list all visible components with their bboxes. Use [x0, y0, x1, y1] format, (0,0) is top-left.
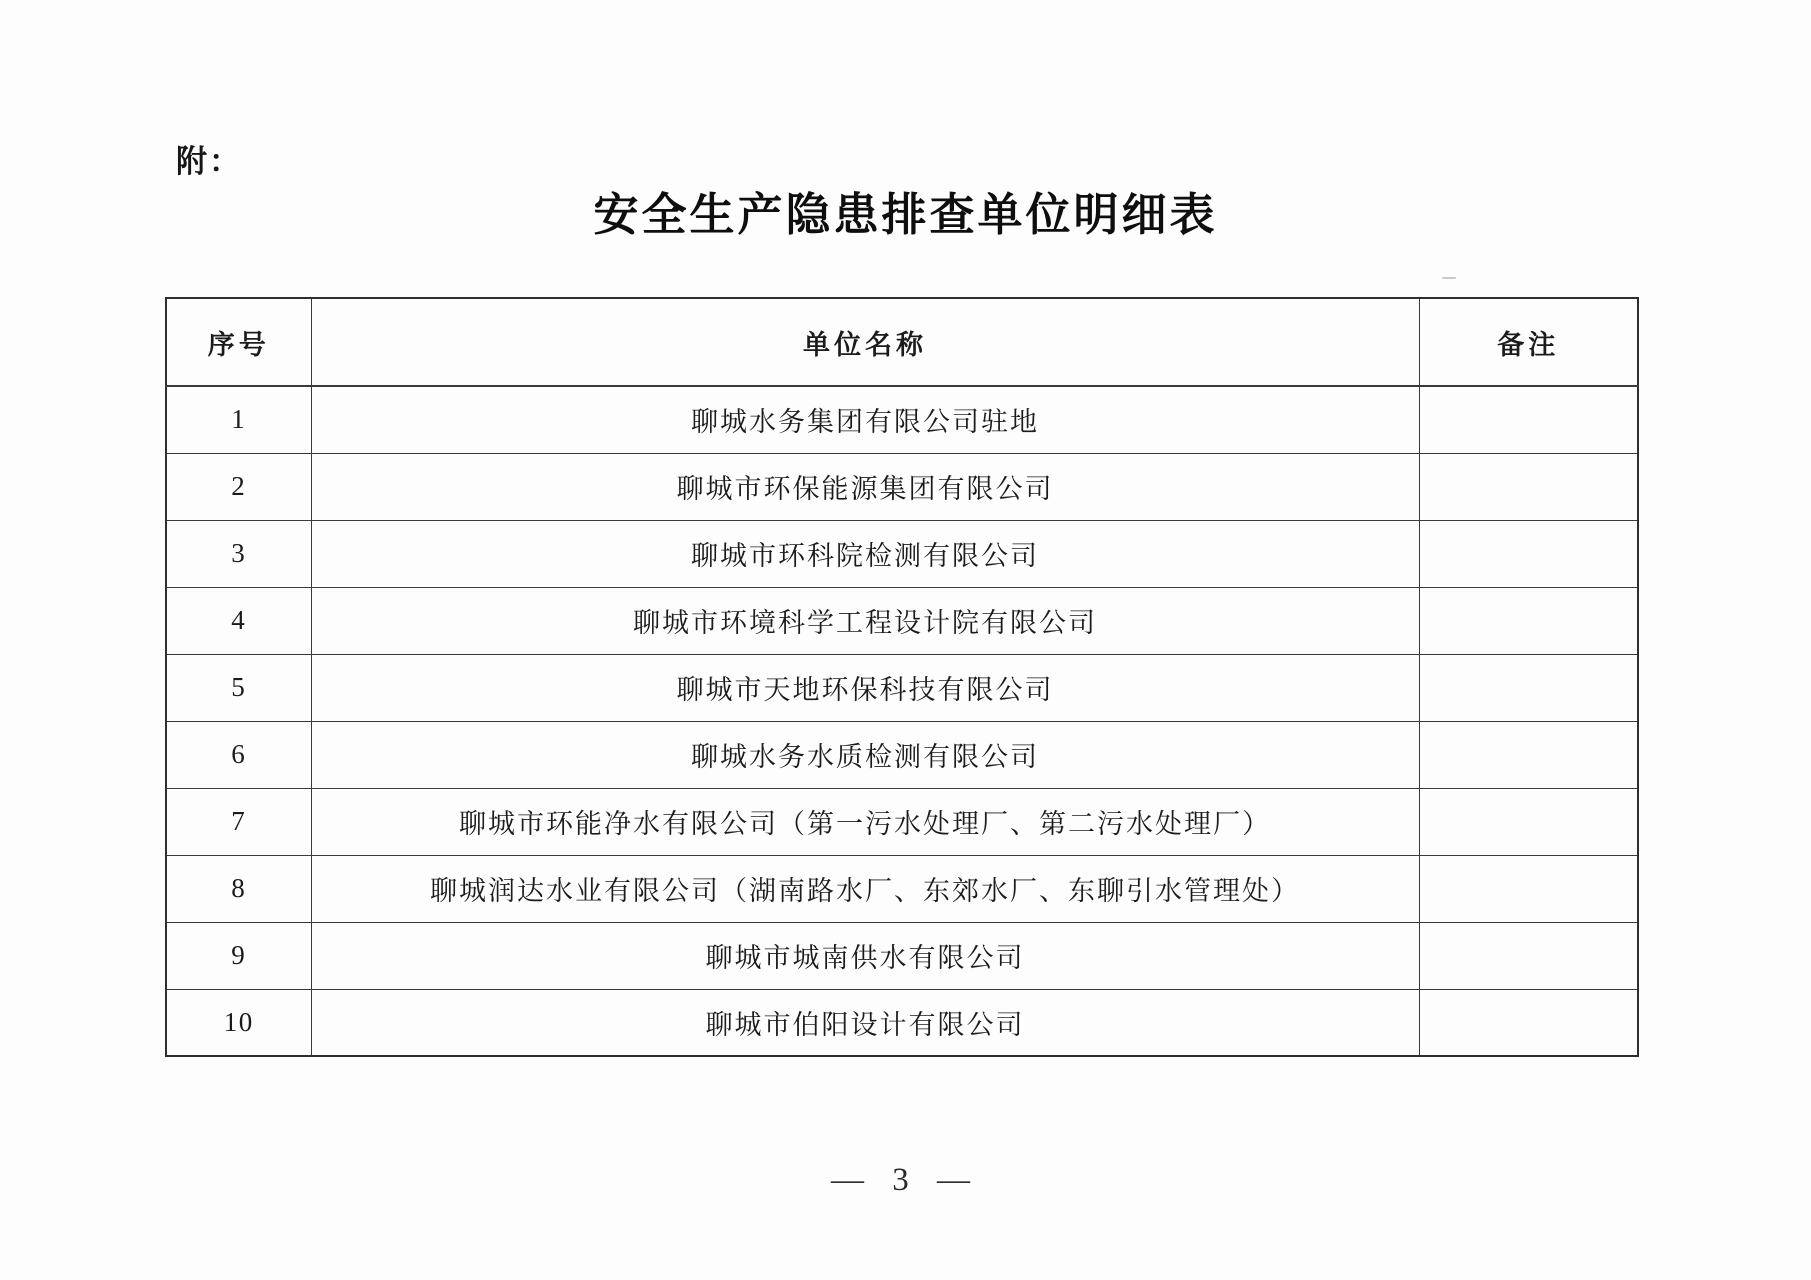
attachment-label: 附：: [176, 144, 242, 179]
serial-number-cell: 4: [166, 587, 311, 654]
unit-name-cell: 聊城市城南供水有限公司: [311, 922, 1419, 989]
remarks-cell: [1419, 453, 1638, 520]
serial-number-cell: 2: [166, 453, 311, 520]
page-number: — 3 —: [831, 1162, 980, 1198]
unit-name-cell: 聊城市环能净水有限公司（第一污水处理厂、第二污水处理厂）: [311, 788, 1419, 855]
remarks-cell: [1419, 386, 1638, 453]
remarks-cell: [1419, 520, 1638, 587]
table-row: [166, 453, 1638, 520]
unit-name-cell: 聊城水务水质检测有限公司: [311, 721, 1419, 788]
unit-name-cell: 聊城市天地环保科技有限公司: [311, 654, 1419, 721]
unit-name-cell: 聊城市环境科学工程设计院有限公司: [311, 587, 1419, 654]
unit-name-cell: 聊城润达水业有限公司（湖南路水厂、东郊水厂、东聊引水管理处）: [311, 855, 1419, 922]
remarks-cell: [1419, 587, 1638, 654]
table-row: [166, 587, 1638, 654]
remarks-cell: [1419, 855, 1638, 922]
table-row: [166, 721, 1638, 788]
remarks-cell: [1419, 721, 1638, 788]
table-row: [166, 788, 1638, 855]
table-row: [166, 654, 1638, 721]
table-row: [166, 855, 1638, 922]
serial-number-cell: 5: [166, 654, 311, 721]
serial-number-cell: 1: [166, 386, 311, 453]
unit-name-cell: 聊城市环保能源集团有限公司: [311, 453, 1419, 520]
unit-name-cell: 聊城水务集团有限公司驻地: [311, 386, 1419, 453]
header-remarks: 备注: [1419, 298, 1638, 386]
serial-number-cell: 9: [166, 922, 311, 989]
serial-number-cell: 3: [166, 520, 311, 587]
serial-number-cell: 8: [166, 855, 311, 922]
table-row: [166, 520, 1638, 587]
units-table: [165, 297, 1639, 1057]
unit-name-cell: 聊城市环科院检测有限公司: [311, 520, 1419, 587]
scan-artifact-mark: [1442, 277, 1456, 279]
serial-number-cell: 7: [166, 788, 311, 855]
unit-name-cell: 聊城市伯阳设计有限公司: [311, 989, 1419, 1056]
remarks-cell: [1419, 922, 1638, 989]
remarks-cell: [1419, 989, 1638, 1056]
remarks-cell: [1419, 654, 1638, 721]
table-row: [166, 386, 1638, 453]
header-unit-name: 单位名称: [311, 298, 1419, 386]
table-row: [166, 922, 1638, 989]
page-title: 安全生产隐患排查单位明细表: [593, 190, 1218, 240]
header-serial-number: 序号: [166, 298, 311, 386]
remarks-cell: [1419, 788, 1638, 855]
serial-number-cell: 6: [166, 721, 311, 788]
table-header-row: [166, 298, 1638, 386]
table-row: [166, 989, 1638, 1056]
serial-number-cell: 10: [166, 989, 311, 1056]
